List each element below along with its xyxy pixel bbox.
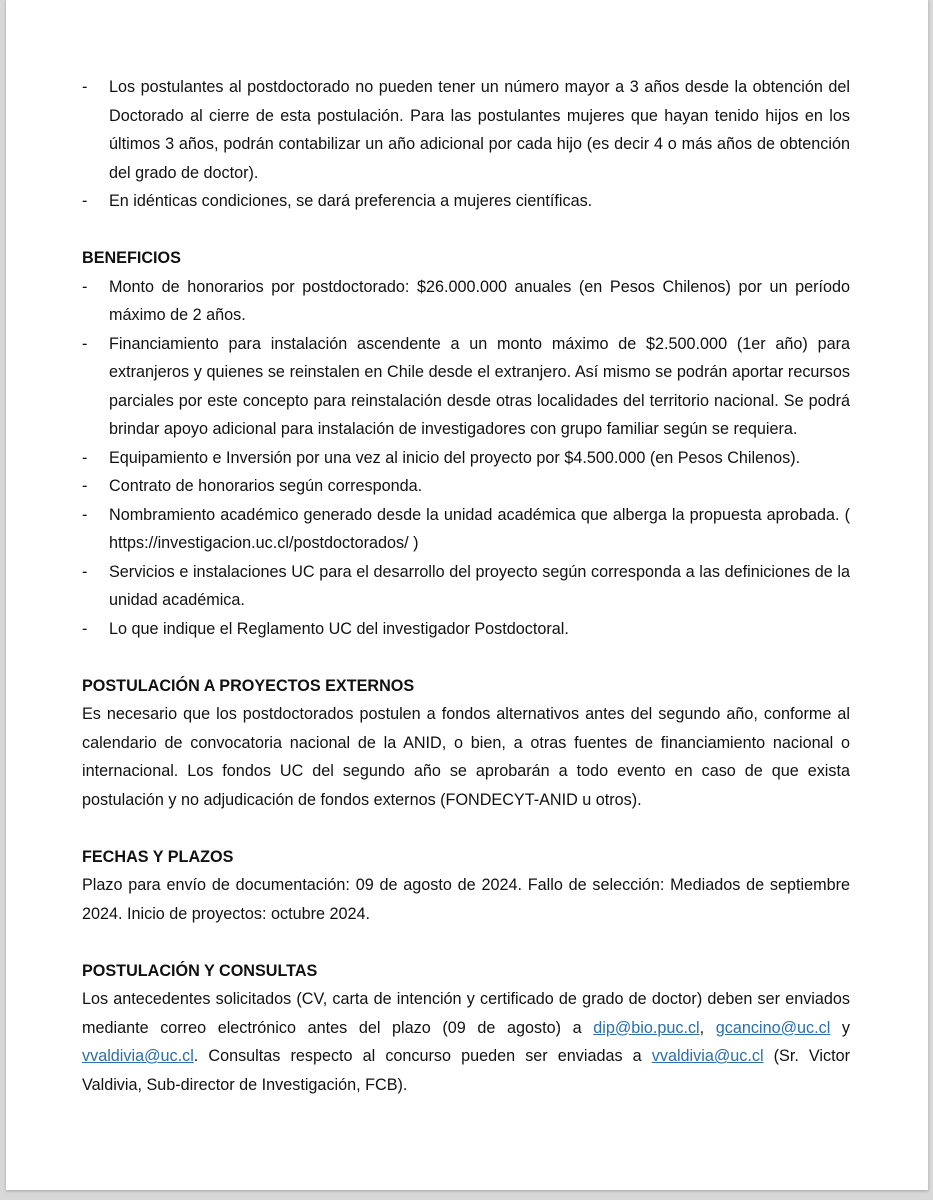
proyectos-externos-paragraph: Es necesario que los postdoctorados postulen a fondos alternativos antes del segundo año, conforme al calendario de convocatoria nacional de la ANID, o bien, a otras fuentes de financiamiento nacional o internacional. Los fondos UC del segundo año se aprobarán a todo evento en caso de que exista postulación y no adjudicación de fondos externos (FONDECYT-ANID u otros). [82, 705, 850, 809]
list-item: - Financiamiento para instalación ascendente a un monto máximo de $2.500.000 (1er año) para extranjeros y quienes se reinstalen en Chile desde el extranjero. Así mismo se podrán aportar recursos parciales por este concepto para reinstalación desde otras localidades del territorio nacional. Se podrá brindar apoyo adicional para instalación de investigadores con grupo familiar según se requiera. [82, 334, 850, 438]
list-item: - Nombramiento académico generado desde la unidad académica que alberga la propuesta aprobada. ( https://investigacion.uc.cl/postdoctorados/ ) [82, 505, 850, 552]
fechas-paragraph: Plazo para envío de documentación: 09 de agosto de 2024. Fallo de selección: Mediados de septiembre 2024. Inicio de proyectos: octubre 2024. [82, 876, 850, 923]
list-item: - En idénticas condiciones, se dará preferencia a mujeres científicas. [82, 192, 593, 210]
consultas-paragraph: Los antecedentes solicitados (CV, carta de intención y certificado de grado de doctor) deben ser enviados mediante correo electrónico antes del plazo (09 de agosto) a dip@bio.puc.cl, gcancino@uc.cl y vvaldivia@uc.cl. Consultas respecto al concurso pueden ser enviadas a vvaldivia@uc.cl (Sr. Victor Valdivia, Sub-director de Investigación, FCB). [82, 990, 851, 1094]
section-title-fechas: FECHAS Y PLAZOS [82, 847, 234, 866]
list-item: - Contrato de honorarios según corresponda. [82, 477, 423, 495]
email-link-gcancino[interactable]: gcancino@uc.cl [715, 1018, 831, 1037]
list-item: - Monto de honorarios por postdoctorado: $26.000.000 anuales (en Pesos Chilenos) por un período máximo de 2 años. [82, 277, 850, 324]
section-title-beneficios: BENEFICIOS [82, 249, 181, 267]
document-page [6, 0, 928, 1190]
list-item: - Servicios e instalaciones UC para el desarrollo del proyecto según corresponda a las definiciones de la unidad académica. [82, 562, 850, 609]
section-title-consultas: POSTULACIÓN Y CONSULTAS [82, 961, 318, 980]
list-item: - Los postulantes al postdoctorado no pueden tener un número mayor a 3 años desde la obtención del Doctorado al cierre de esta postulación. Para las postulantes mujeres que hayan tenido hijos en los últimos 3 años, podrán contabilizar un año adicional por cada hijo (es decir 4 o más años de obtención del grado de doctor). [82, 78, 850, 182]
document-content [82, 73, 850, 1099]
beneficios-list [82, 273, 850, 644]
list-item: - Equipamiento e Inversión por una vez al inicio del proyecto por $4.500.000 (en Pesos Chilenos). [82, 448, 801, 467]
email-link-vvaldivia[interactable]: vvaldivia@uc.cl [82, 1047, 194, 1065]
intro-bullet-list [82, 73, 850, 216]
email-link-dip[interactable]: dip@bio.puc.cl [593, 1018, 700, 1037]
email-link-vvaldivia-consultas[interactable]: vvaldivia@uc.cl [651, 1047, 764, 1065]
section-title-proyectos-externos: POSTULACIÓN A PROYECTOS EXTERNOS [82, 676, 415, 695]
list-item: - Lo que indique el Reglamento UC del investigador Postdoctoral. [82, 619, 569, 638]
